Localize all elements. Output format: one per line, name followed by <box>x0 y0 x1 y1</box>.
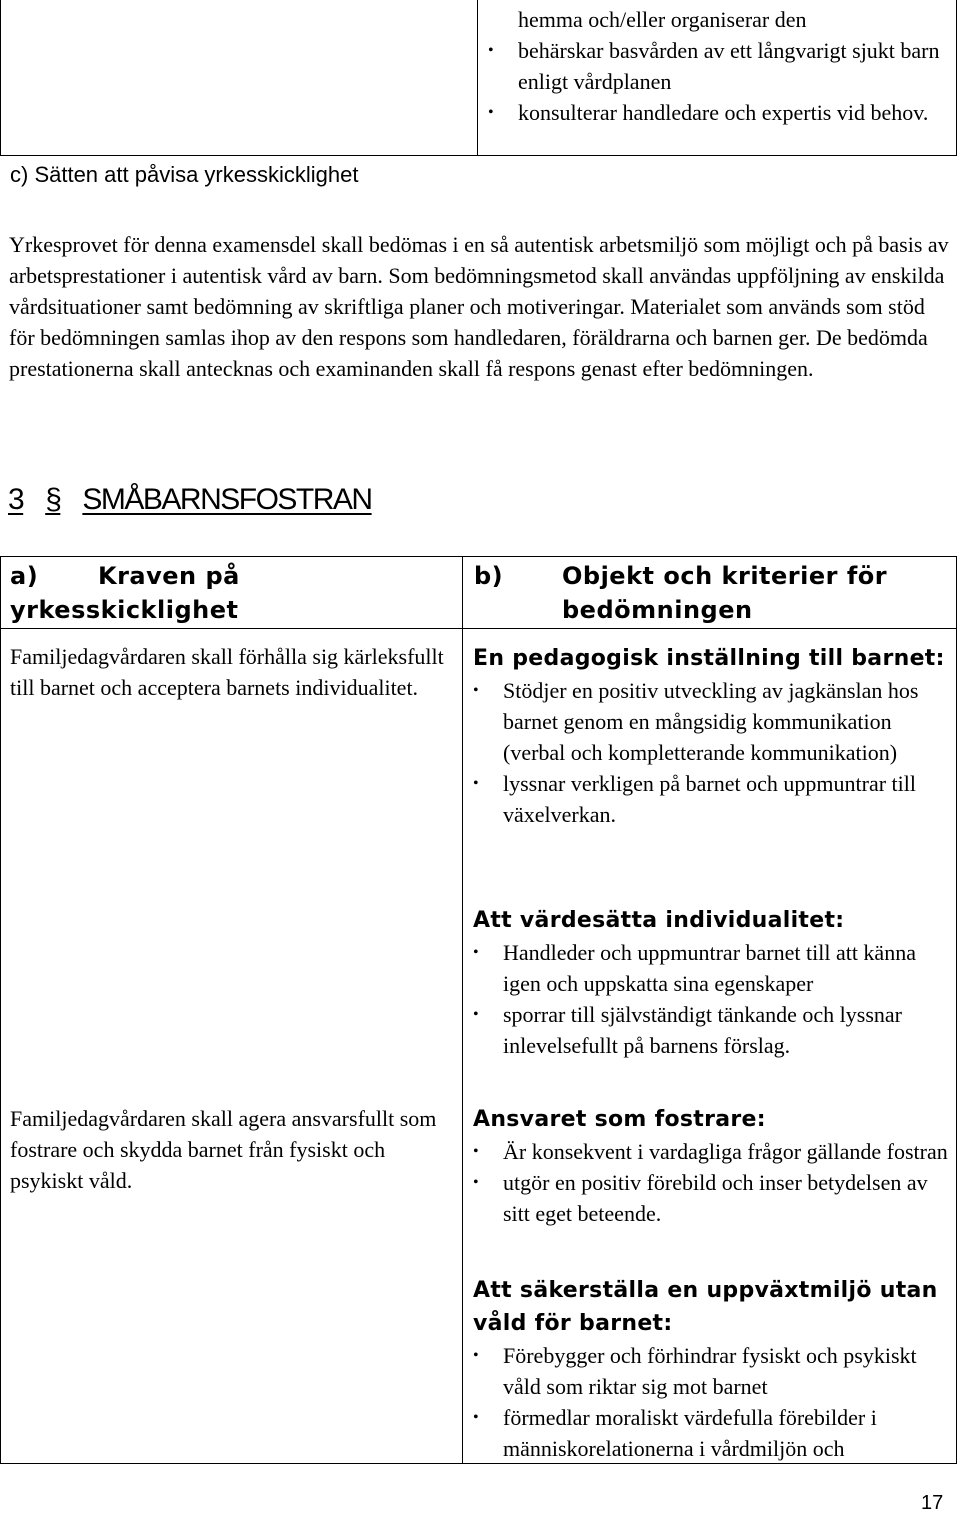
continued-table-left-cell <box>0 0 477 156</box>
bullet-icon: • <box>488 104 494 121</box>
page-number: 17 <box>921 1492 944 1514</box>
list-item: • förmedlar moraliskt värdefulla förebilder i människorelationerna i vårdmiljön och <box>503 1402 953 1464</box>
bullet-icon: • <box>473 1006 479 1023</box>
list-item: • konsulterar handledare och expertis vid behov. <box>518 97 948 128</box>
criteria-group <box>473 642 953 830</box>
criteria-group <box>473 904 953 1061</box>
criteria-group-title: Att värdesätta individualitet: <box>473 908 845 933</box>
list-item: • sporrar till självständigt tänkande och lyssnar inlevelsefullt på barnens förslag. <box>503 999 953 1061</box>
bullet-icon: • <box>473 1409 479 1426</box>
requirement-text: Familjedagvårdaren skall agera ansvarsfullt som fostrare och skydda barnet från fysiskt och psykiskt våld. <box>10 1106 437 1193</box>
list-item: • utgör en positiv förebild och inser betydelsen av sitt eget beteende. <box>503 1167 953 1229</box>
chapter-heading <box>8 483 372 517</box>
criteria-group <box>473 1274 953 1464</box>
list-item: • Är konsekvent i vardagliga frågor gällande fostran <box>503 1136 953 1167</box>
continued-table-right-cell <box>477 0 957 156</box>
intro-paragraph: Yrkesprovet för denna examensdel skall bedömas i en så autentisk arbetsmiljö som möjligt och på basis av arbetsprestationer i autentisk vård av barn. Som bedömningsmetod skall användas uppföljning av enskilda vårdsituationer samt bedömning av skriftliga planer och motiveringar. Materialet som används som stöd för bedömningen samlas ihop av den respons som handledaren, föräldrarna och barnen ger. De bedömda prestationerna skall antecknas och examinanden skall få respons genast efter bedömningen. <box>9 232 949 381</box>
section-sign: § <box>45 483 61 516</box>
bullet-icon: • <box>473 775 479 792</box>
criteria-group <box>473 1103 953 1229</box>
continued-line: hemma och/eller organiserar den <box>518 7 807 32</box>
list-item: • lyssnar verkligen på barnet och uppmuntrar till växelverkan. <box>503 768 953 830</box>
criteria-groups <box>0 556 960 1464</box>
criteria-group-title: Att säkerställa en uppväxtmiljö utan våld för barnet: <box>473 1278 938 1336</box>
requirement-text: Familjedagvårdaren skall förhålla sig kärleksfullt till barnet och acceptera barnets individualitet. <box>10 644 444 700</box>
bullet-icon: • <box>473 1347 479 1364</box>
criteria-group-title: Ansvaret som fostrare: <box>473 1107 766 1132</box>
criteria-group-title: En pedagogisk inställning till barnet: <box>473 646 945 671</box>
bullet-icon: • <box>473 1174 479 1191</box>
list-item: • Förebygger och förhindrar fysiskt och psykiskt våld som riktar sig mot barnet <box>503 1340 953 1402</box>
bullet-icon: • <box>473 1143 479 1160</box>
list-item: • behärskar basvården av ett långvarigt sjukt barn enligt vårdplanen <box>518 35 948 97</box>
bullet-icon: • <box>473 944 479 961</box>
section-heading: c) Sätten att påvisa yrkesskicklighet <box>10 162 359 187</box>
bullet-icon: • <box>488 42 494 59</box>
list-item: • Stödjer en positiv utveckling av jagkänslan hos barnet genom en mångsidig kommunikation (verbal och kompletterande kommunikation) <box>503 675 953 768</box>
continued-table <box>0 0 957 156</box>
chapter-title: SMÅBARNSFOSTRAN <box>82 483 372 516</box>
criteria-table: a) Kraven på yrkesskicklighet b) Objekt och kriterier för bedömningen Familjedagvårdaren skall förhålla sig kärleksfullt till barnet och acceptera barnets individualitet. Familjedagvårdaren skall agera ansvarsfullt som fostrare och skydda barnet från fysiskt och psykiskt våld. <box>0 556 957 1464</box>
list-item: • Handleder och uppmuntrar barnet till att känna igen och uppskatta sina egenskaper <box>503 937 953 999</box>
chapter-number: 3 <box>8 483 24 516</box>
column-a-heading: a) Kraven på yrkesskicklighet <box>10 562 240 624</box>
bullet-icon: • <box>473 682 479 699</box>
